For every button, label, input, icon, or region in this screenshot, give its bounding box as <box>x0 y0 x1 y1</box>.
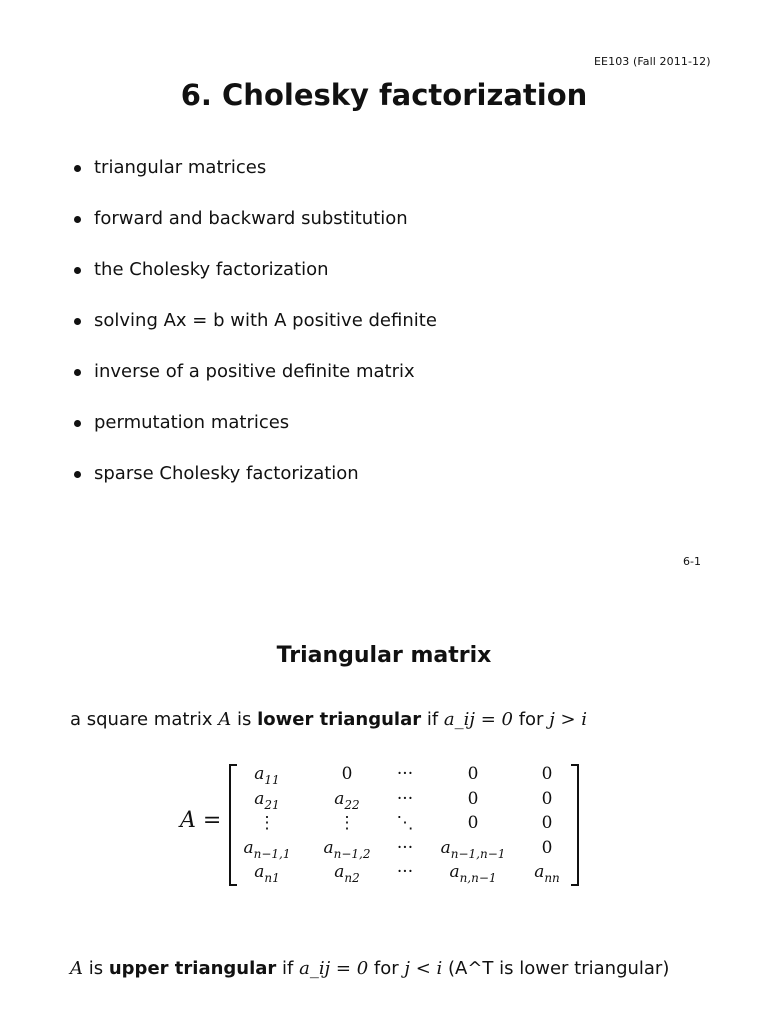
matrix-cell: ⋮ <box>258 813 276 833</box>
matrix-cell: $a_{nn}$ <box>534 862 560 885</box>
matrix-cell: 0 <box>341 764 353 784</box>
slide-title: 6. Cholesky factorization <box>180 78 588 112</box>
list-item: sparse Cholesky factorization <box>74 462 437 513</box>
matrix-cell: 0 <box>467 764 479 784</box>
list-item: permutation matrices <box>74 411 437 462</box>
matrix-cell: ··· <box>396 862 414 882</box>
matrix-cell: $a_{n2}$ <box>334 862 360 885</box>
bullet-icon <box>74 318 81 325</box>
matrix-cell: $a_{21}$ <box>254 789 280 812</box>
matrix-cell: $a_{11}$ <box>254 764 280 787</box>
list-item: inverse of a positive definite matrix <box>74 360 437 411</box>
list-item: solving Ax = b with A positive definite <box>74 309 437 360</box>
bullet-icon <box>74 369 81 376</box>
course-label: EE103 (Fall 2011-12) <box>594 55 711 68</box>
matrix-cell: $a_{n-1,n-1}$ <box>440 838 506 861</box>
matrix-cell: ··· <box>396 789 414 809</box>
page-number: 6-1 <box>683 555 701 568</box>
matrix-cell: $a_{n,n-1}$ <box>449 862 497 885</box>
matrix-cell: 0 <box>467 789 479 809</box>
list-item: triangular matrices <box>74 156 437 207</box>
matrix-cell: $a_{22}$ <box>334 789 360 812</box>
matrix-cell: $a_{n-1,1}$ <box>243 838 291 861</box>
bullet-icon <box>74 267 81 274</box>
matrix-cell: 0 <box>541 838 553 858</box>
matrix-cell: ⋮ <box>338 813 356 833</box>
matrix-cell: ⋱ <box>396 813 414 833</box>
matrix-cell: $a_{n-1,2}$ <box>323 838 371 861</box>
matrix-cell: ··· <box>396 838 414 858</box>
matrix-cell: ··· <box>396 764 414 784</box>
list-item: forward and backward substitution <box>74 207 437 258</box>
bullet-icon <box>74 420 81 427</box>
bullet-icon <box>74 165 81 172</box>
bullet-icon <box>74 216 81 223</box>
upper-triangular-definition: A is upper triangular if a_ij = 0 for j < i (A^T is lower triangular) <box>70 958 670 979</box>
matrix-label: A = <box>180 808 222 833</box>
matrix-cell: 0 <box>541 813 553 833</box>
topic-list <box>74 156 437 513</box>
matrix-cell: $a_{n1}$ <box>254 862 280 885</box>
matrix-cell: 0 <box>467 813 479 833</box>
matrix-cell: 0 <box>541 789 553 809</box>
lower-triangular-definition: a square matrix A is lower triangular if a_ij = 0 for j > i <box>70 709 588 730</box>
section-title: Triangular matrix <box>276 643 492 668</box>
matrix-cell: 0 <box>541 764 553 784</box>
bullet-icon <box>74 471 81 478</box>
list-item: the Cholesky factorization <box>74 258 437 309</box>
